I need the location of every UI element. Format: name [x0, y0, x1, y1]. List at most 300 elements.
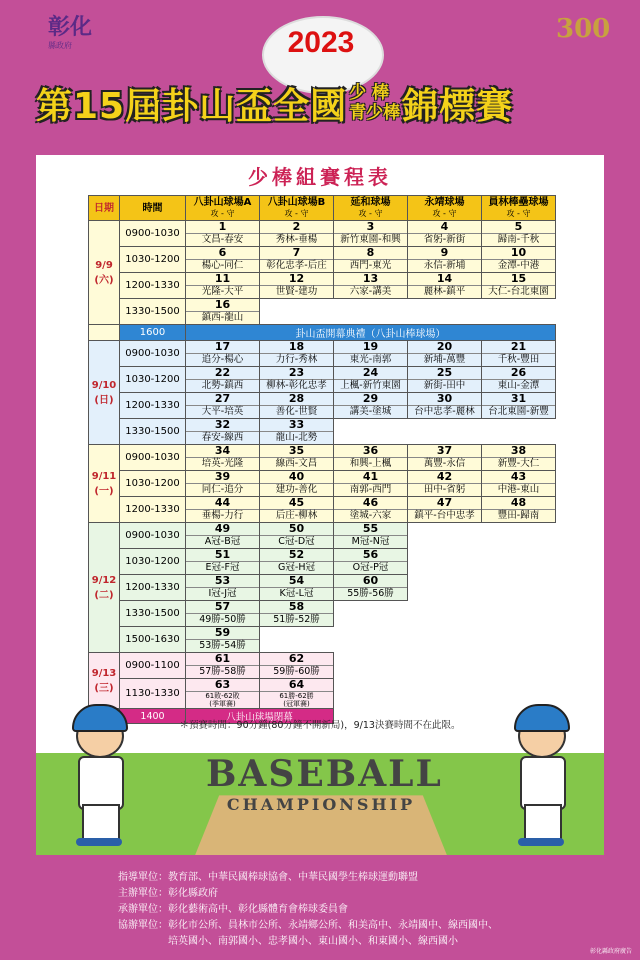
- game-number: 20: [436, 340, 453, 353]
- game-teams: [334, 535, 407, 548]
- empty-cell: [334, 679, 408, 709]
- teams-text: A冠-B冠: [204, 536, 241, 547]
- game-number: 57: [214, 600, 231, 613]
- time-cell: 0900-1030: [120, 445, 186, 471]
- time-cell: 1500-1630: [120, 627, 186, 653]
- game-number: 12: [288, 272, 305, 285]
- ceremony-row: [89, 325, 556, 341]
- game-cell: [482, 221, 556, 247]
- logo-left-sub: 縣政府: [48, 41, 72, 50]
- game-teams: [408, 379, 481, 392]
- empty-cell: [408, 575, 482, 601]
- game-number: 3: [366, 220, 375, 233]
- venue-name: 永靖球場: [424, 197, 465, 208]
- game-teams: [334, 405, 407, 418]
- game-teams: [260, 665, 333, 678]
- header-venue: [408, 196, 482, 221]
- game-teams: [186, 639, 259, 652]
- game-number: 53: [214, 574, 231, 587]
- game-teams: [186, 311, 259, 324]
- game-teams: [334, 483, 407, 496]
- teams-text: 龍山-北勢: [275, 432, 318, 443]
- game-teams: [260, 379, 333, 392]
- logo-left-mark: 彰化: [48, 14, 93, 40]
- game-teams: [334, 233, 407, 246]
- teams-text: 建功-善化: [275, 484, 318, 495]
- table-header-row: [89, 196, 556, 221]
- game-number: 31: [510, 392, 527, 405]
- game-teams: [186, 691, 259, 708]
- closing-label: 八卦山球場閉幕: [186, 709, 334, 724]
- game-number: 17: [214, 340, 231, 353]
- teams-text: 同仁-追分: [201, 484, 244, 495]
- game-cell: [260, 523, 334, 549]
- game-teams: [408, 457, 481, 470]
- game-number: 28: [288, 392, 305, 405]
- title-stack-top: 少 棒: [349, 83, 390, 103]
- table-row: [89, 653, 556, 679]
- game-teams: [260, 561, 333, 574]
- footer-credit: 彰化縣政府廣告: [590, 948, 633, 955]
- game-number: 8: [366, 246, 375, 259]
- game-number: 27: [214, 392, 231, 405]
- game-cell: [334, 273, 408, 299]
- venue-name: 延和球場: [350, 197, 391, 208]
- date-cell: [89, 341, 120, 445]
- banner-subtitle: CHAMPIONSHIP: [226, 795, 416, 814]
- schedule-note: ＊預賽時間：90分鐘(80分鐘不開新局)，9/13決賽時間不在此限。: [179, 720, 461, 731]
- teams-text: 金潭-中港: [497, 260, 540, 271]
- teams-text: 田中-省躬: [423, 484, 466, 495]
- game-cell: [186, 549, 260, 575]
- teams-text: 台北東園-新豐: [488, 406, 549, 417]
- game-cell: [482, 471, 556, 497]
- teams-text: 培英-光隆: [201, 458, 244, 469]
- game-round-label: (季軍賽): [209, 700, 236, 708]
- game-teams: [186, 457, 259, 470]
- game-cell: [260, 445, 334, 471]
- game-teams: [408, 259, 481, 272]
- header-venue: [334, 196, 408, 221]
- game-cell: [186, 367, 260, 393]
- teams-text: 麗林-鎮平: [423, 286, 466, 297]
- teams-text: 力行-秀林: [275, 354, 318, 365]
- venue-sub: 攻 - 守: [506, 209, 531, 218]
- game-teams: [260, 483, 333, 496]
- empty-cell: [482, 549, 556, 575]
- venue-name: 八卦山球場A: [193, 197, 252, 208]
- game-teams: [186, 483, 259, 496]
- game-number: 40: [288, 470, 305, 483]
- game-teams: [334, 587, 407, 600]
- game-teams: [408, 285, 481, 298]
- game-number: 18: [288, 340, 305, 353]
- venue-name: 員林棒壘球場: [488, 197, 549, 208]
- title-prefix: 第15屆卦山盃全國: [36, 85, 348, 127]
- teams-text: 新埔-萬豐: [423, 354, 466, 365]
- empty-cell: [482, 653, 556, 679]
- game-teams: [186, 233, 259, 246]
- ceremony-label: 卦山盃開幕典禮（八卦山棒球場）: [186, 325, 556, 341]
- date-cell: [89, 523, 120, 653]
- teams-text: 柳林-彰化忠孝: [266, 380, 327, 391]
- footer-line: 承辦單位：彰化藝術高中、彰化縣體育會棒球委員會: [118, 904, 348, 915]
- game-cell: [260, 367, 334, 393]
- game-teams: [482, 457, 555, 470]
- game-number: 46: [362, 496, 379, 509]
- footer-line: 指導單位：教育部、中華民國棒球協會、中華民國學生棒球運動聯盟: [118, 872, 418, 883]
- game-cell: [408, 221, 482, 247]
- game-cell: [260, 679, 334, 709]
- game-teams: [186, 587, 259, 600]
- game-cell: [260, 221, 334, 247]
- game-teams: [260, 405, 333, 418]
- game-number: 29: [362, 392, 379, 405]
- weekday-label: (日): [94, 394, 114, 406]
- game-teams: [408, 483, 481, 496]
- time-cell: 1200-1330: [120, 575, 186, 601]
- table-row: [89, 679, 556, 709]
- game-number: 62: [288, 652, 305, 665]
- banner-title: BASEBALL: [206, 753, 443, 795]
- time-cell: 1330-1500: [120, 419, 186, 445]
- teams-text: 六家-講美: [349, 286, 392, 297]
- game-cell: [334, 549, 408, 575]
- table-row: [89, 299, 556, 325]
- title-stack-bottom: 青少棒: [349, 103, 401, 123]
- header-date: 日期: [89, 196, 120, 221]
- game-teams: [482, 233, 555, 246]
- game-number: 4: [440, 220, 449, 233]
- date-label: 9/12: [91, 574, 117, 586]
- game-teams: [482, 379, 555, 392]
- game-number: 10: [510, 246, 527, 259]
- table-row: [89, 549, 556, 575]
- teams-text: 新街-田中: [423, 380, 466, 391]
- game-number: 60: [362, 574, 379, 587]
- teams-text: 新竹東園-和興: [340, 234, 401, 245]
- game-teams: [186, 613, 259, 626]
- teams-text: 歸南-千秋: [497, 234, 540, 245]
- game-number: 32: [214, 418, 231, 431]
- teams-text: 鎮西-龍山: [201, 312, 244, 323]
- game-teams: [186, 353, 259, 366]
- mascot-body: [78, 756, 124, 810]
- game-teams: [334, 353, 407, 366]
- game-number: 14: [436, 272, 453, 285]
- time-cell: 1030-1200: [120, 549, 186, 575]
- game-cell: [334, 221, 408, 247]
- game-number: 41: [362, 470, 379, 483]
- date-label: 9/10: [91, 379, 117, 391]
- table-row: [89, 575, 556, 601]
- date-label: 9/13: [91, 667, 117, 679]
- game-teams: [260, 457, 333, 470]
- venue-sub: 攻 - 守: [358, 209, 383, 218]
- weekday-label: (六): [94, 274, 114, 286]
- game-teams: [186, 431, 259, 444]
- game-teams: [408, 353, 481, 366]
- teams-text: 西門-東光: [349, 260, 392, 271]
- game-cell: [186, 471, 260, 497]
- game-teams: [260, 509, 333, 522]
- game-number: 49: [214, 522, 231, 535]
- teams-text: I冠-J冠: [208, 588, 237, 599]
- logo-right-mark: 300: [556, 14, 611, 44]
- table-row: [89, 341, 556, 367]
- footer-line: 協辦單位：彰化市公所、員林市公所、永靖鄉公所、和美高中、永靖國中、線西國中、: [118, 920, 498, 931]
- game-cell: [482, 393, 556, 419]
- game-teams: [482, 483, 555, 496]
- game-cell: [260, 247, 334, 273]
- time-cell: 1130-1330: [120, 679, 186, 709]
- game-cell: [334, 523, 408, 549]
- table-row: [89, 393, 556, 419]
- game-number: 15: [510, 272, 527, 285]
- date-label: 9/9: [95, 259, 113, 271]
- venue-sub: 攻 - 守: [210, 209, 235, 218]
- game-cell: [408, 445, 482, 471]
- game-cell: [186, 445, 260, 471]
- empty-cell: [408, 419, 482, 445]
- game-teams: [186, 509, 259, 522]
- teams-text: O冠-P冠: [352, 562, 389, 573]
- game-number: 9: [440, 246, 449, 259]
- date-cell: [89, 221, 120, 325]
- teams-text: 萬豐-永信: [423, 458, 466, 469]
- game-cell: [334, 393, 408, 419]
- game-number: 35: [288, 444, 305, 457]
- game-cell: [186, 601, 260, 627]
- game-teams: [260, 285, 333, 298]
- game-teams: [260, 535, 333, 548]
- date-label: 9/11: [91, 470, 117, 482]
- game-teams: [260, 259, 333, 272]
- date-cell: [89, 445, 120, 523]
- teams-text: 光隆-大平: [201, 286, 244, 297]
- game-number: 43: [510, 470, 527, 483]
- teams-text: 垂楊-力行: [201, 510, 244, 521]
- empty-cell: [334, 299, 408, 325]
- teams-text: 北勢-鎮西: [201, 380, 244, 391]
- schedule-title: 少棒組賽程表: [248, 165, 392, 189]
- game-number: 38: [510, 444, 527, 457]
- teams-text: G冠-H冠: [278, 562, 315, 573]
- pitcher-mascot-illustration: [506, 700, 576, 850]
- teams-text: 中港-東山: [497, 484, 540, 495]
- game-cell: [408, 471, 482, 497]
- empty-cell: [408, 679, 482, 709]
- game-teams: [186, 561, 259, 574]
- table-row: [89, 367, 556, 393]
- game-number: 54: [288, 574, 305, 587]
- game-cell: [186, 299, 260, 325]
- game-number: 19: [362, 340, 379, 353]
- game-number: 5: [514, 220, 523, 233]
- time-cell: 1200-1330: [120, 497, 186, 523]
- game-cell: [408, 341, 482, 367]
- schedule-panel: [36, 155, 604, 855]
- game-teams: [408, 233, 481, 246]
- game-cell: [482, 367, 556, 393]
- teams-text: 追分-楊心: [201, 354, 244, 365]
- teams-text: 講美-塗城: [349, 406, 392, 417]
- game-cell: [186, 341, 260, 367]
- title-stack: [349, 83, 400, 123]
- game-cell: [186, 627, 260, 653]
- game-number: 13: [362, 272, 379, 285]
- ceremony-time: 1600: [120, 325, 186, 341]
- game-teams: [186, 379, 259, 392]
- teams-text: 大平-培英: [201, 406, 244, 417]
- teams-text: 南郭-西門: [349, 484, 392, 495]
- teams-text: 61勝-62勝: [279, 692, 314, 700]
- game-cell: [186, 221, 260, 247]
- teams-text: 59勝-60勝: [273, 666, 320, 677]
- game-number: 21: [510, 340, 527, 353]
- time-cell: 1200-1330: [120, 273, 186, 299]
- teams-text: 省躬-新街: [423, 234, 466, 245]
- teams-text: 鎮平-台中忠孝: [414, 510, 475, 521]
- game-cell: [408, 367, 482, 393]
- footer-line: 培英國小、南郭國小、忠孝國小、東山國小、和東國小、線西國小: [118, 936, 458, 947]
- game-cell: [482, 247, 556, 273]
- title-suffix: 錦標賽: [402, 85, 514, 127]
- mascot-cap: [72, 704, 128, 732]
- weekday-label: (一): [94, 485, 114, 497]
- game-number: 24: [362, 366, 379, 379]
- venue-name: 八卦山球場B: [267, 197, 326, 208]
- game-number: 50: [288, 522, 305, 535]
- time-cell: 1330-1500: [120, 601, 186, 627]
- organizers-footer: [0, 858, 640, 960]
- game-cell: [334, 471, 408, 497]
- game-number: 22: [214, 366, 231, 379]
- game-teams: [408, 405, 481, 418]
- game-number: 56: [362, 548, 379, 561]
- teams-text: 53勝-54勝: [199, 640, 246, 651]
- game-teams: [408, 509, 481, 522]
- time-cell: 0900-1100: [120, 653, 186, 679]
- game-number: 39: [214, 470, 231, 483]
- game-teams: [260, 233, 333, 246]
- empty-cell: [408, 299, 482, 325]
- teams-text: 彰化忠孝-后庄: [266, 260, 327, 271]
- game-cell: [334, 367, 408, 393]
- teams-text: 世賢-建功: [275, 286, 318, 297]
- game-cell: [260, 273, 334, 299]
- table-row: [89, 523, 556, 549]
- game-cell: [186, 497, 260, 523]
- teams-text: 塗城-六家: [349, 510, 392, 521]
- teams-text: 51勝-52勝: [273, 614, 320, 625]
- empty-cell: [482, 575, 556, 601]
- time-cell: 0900-1030: [120, 523, 186, 549]
- game-number: 59: [214, 626, 231, 639]
- game-number: 45: [288, 496, 305, 509]
- game-number: 52: [288, 548, 305, 561]
- empty-cell: [408, 601, 482, 627]
- game-number: 51: [214, 548, 231, 561]
- teams-text: 東光-南郭: [349, 354, 392, 365]
- game-cell: [260, 497, 334, 523]
- game-cell: [408, 273, 482, 299]
- game-number: 48: [510, 496, 527, 509]
- game-cell: [260, 549, 334, 575]
- ceremony-lead: [89, 325, 120, 341]
- year-label: 2023: [287, 26, 355, 59]
- game-cell: [334, 445, 408, 471]
- game-number: 1: [218, 220, 227, 233]
- empty-cell: [334, 627, 408, 653]
- game-round-label: (冠軍賽): [283, 700, 310, 708]
- game-cell: [334, 497, 408, 523]
- teams-text: 台中忠孝-麗林: [414, 406, 475, 417]
- game-cell: [260, 575, 334, 601]
- game-teams: [482, 259, 555, 272]
- game-number: 16: [214, 298, 231, 311]
- teams-text: 楊心-同仁: [201, 260, 244, 271]
- empty-cell: [408, 523, 482, 549]
- mascot-cap: [514, 704, 570, 732]
- game-cell: [334, 341, 408, 367]
- table-row: [89, 419, 556, 445]
- game-teams: [186, 535, 259, 548]
- mascot-shoes: [518, 838, 564, 846]
- header-venue: [186, 196, 260, 221]
- anniversary-300-logo: [556, 14, 616, 58]
- game-cell: [334, 247, 408, 273]
- batter-mascot-illustration: [64, 700, 134, 850]
- closing-time: 1400: [120, 709, 186, 724]
- table-row: [89, 471, 556, 497]
- teams-text: E冠-F冠: [205, 562, 240, 573]
- game-cell: [186, 523, 260, 549]
- teams-text: 永信-新埔: [423, 260, 466, 271]
- game-number: 7: [292, 246, 301, 259]
- game-cell: [260, 393, 334, 419]
- teams-text: K冠-L冠: [279, 588, 314, 599]
- table-row: [89, 273, 556, 299]
- empty-cell: [482, 419, 556, 445]
- time-cell: 1030-1200: [120, 247, 186, 273]
- teams-text: 49勝-50勝: [199, 614, 246, 625]
- changhua-logo: [48, 14, 100, 58]
- teams-text: 和興-上楓: [349, 458, 392, 469]
- time-cell: 1330-1500: [120, 299, 186, 325]
- game-number: 30: [436, 392, 453, 405]
- empty-cell: [408, 653, 482, 679]
- game-number: 42: [436, 470, 453, 483]
- empty-cell: [334, 419, 408, 445]
- table-row: [89, 601, 556, 627]
- game-teams: [334, 285, 407, 298]
- empty-cell: [408, 627, 482, 653]
- game-number: 26: [510, 366, 527, 379]
- empty-cell: [482, 601, 556, 627]
- teams-text: 55勝-56勝: [347, 588, 394, 599]
- game-number: 11: [214, 272, 231, 285]
- game-number: 58: [288, 600, 305, 613]
- game-cell: [260, 471, 334, 497]
- game-teams: [186, 665, 259, 678]
- teams-text: 豐田-歸南: [497, 510, 540, 521]
- game-number: 2: [292, 220, 301, 233]
- table-row: [89, 627, 556, 653]
- teams-text: 上楓-新竹東園: [340, 380, 401, 391]
- game-teams: [482, 285, 555, 298]
- header-venue: [482, 196, 556, 221]
